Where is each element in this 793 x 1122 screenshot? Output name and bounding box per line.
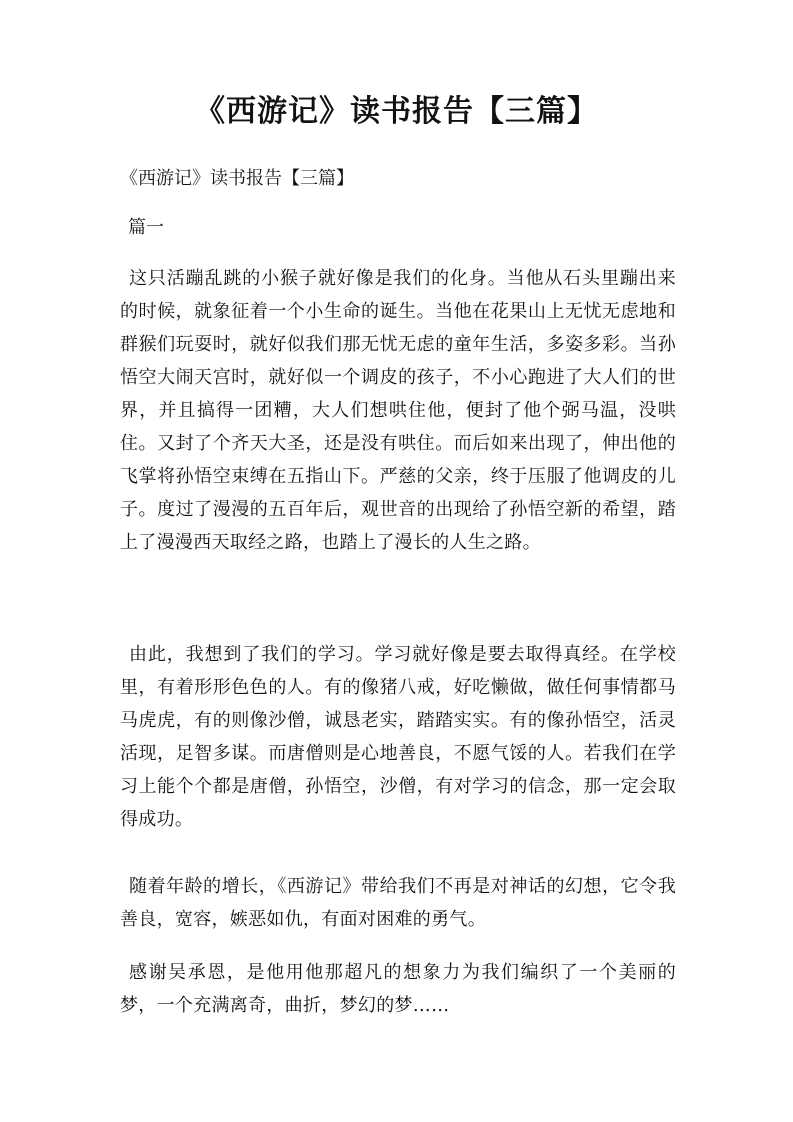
paragraph-3: 随着年龄的增长，《西游记》带给我们不再是对神话的幻想，它令我善良，宽容，嫉恶如仇，有面对困难的勇气。	[120, 876, 676, 930]
paragraph-2: 由此，我想到了我们的学习。学习就好像是要去取得真经。在学校里，有着形形色色的人。有的像猪八戒，好吃懒做，做任何事情都马马虎虎，有的则像沙僧，诚恳老实，踏踏实实。有的像孙悟空，活灵活现，足智多谋。而唐僧则是心地善良，不愿气馁的人。若我们在学习上能个个都是唐僧，孙悟空，沙僧，有对学习的信念，那一定会取得成功。	[120, 644, 676, 830]
document-subtitle: 《西游记》读书报告【三篇】	[120, 168, 354, 189]
paragraph-1: 这只活蹦乱跳的小猴子就好像是我们的化身。当他从石头里蹦出来的时候，就象征着一个小生命的诞生。当他在花果山上无忧无虑地和群猴们玩耍时，就好似我们那无忧无虑的童年生活，多姿多彩。当孙悟空大闹天宫时，就好似一个调皮的孩子，不小心跑进了大人们的世界，并且搞得一团糟，大人们想哄住他，便封了他个弼马温，没哄住。又封了个齐天大圣，还是没有哄住。而后如来出现了，伸出他的飞掌将孙悟空束缚在五指山下。严慈的父亲，终于压服了他调皮的儿子。度过了漫漫的五百年后，观世音的出现给了孙悟空新的希望，踏上了漫漫西天取经之路，也踏上了漫长的人生之路。	[120, 268, 676, 553]
page-title: 《西游记》读书报告【三篇】	[195, 94, 598, 129]
section-heading: 篇一	[128, 217, 164, 238]
paragraph-4: 感谢吴承恩，是他用他那超凡的想象力为我们编织了一个美丽的梦，一个充满离奇，曲折，梦幻的梦……	[120, 962, 676, 1016]
